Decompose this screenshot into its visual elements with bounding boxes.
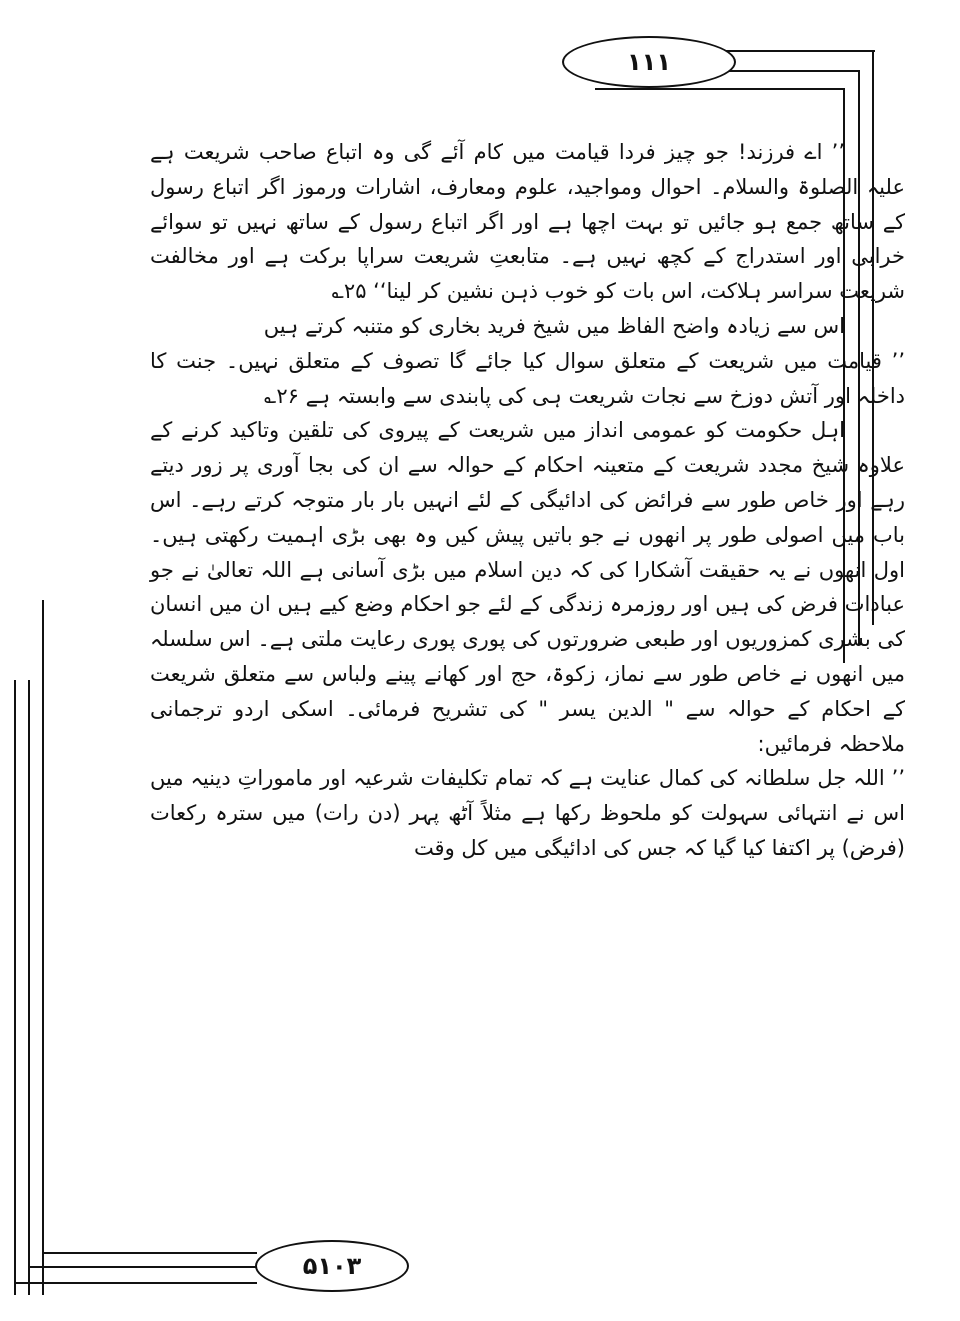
page-number: ۱۱۱: [627, 48, 671, 76]
page-number-badge: [562, 36, 736, 88]
frame-bottom-inner-line: [42, 1252, 257, 1254]
frame-bottom-outer-line: [14, 1282, 257, 1284]
frame-bottom-middle-line: [28, 1266, 257, 1268]
frame-left-inner-line: [42, 600, 44, 1295]
page-code-badge: [255, 1240, 409, 1292]
page-code: ۵۱۰۳: [302, 1252, 362, 1280]
frame-third-top-line: [595, 88, 845, 90]
quote-paragraph-5: ’’ اللہ جل سلطانہ کی کمال عنایت ہے کہ تمام تکلیفات شرعیہ اور ماموراتِ دینیہ میں اس نے انتہائی سہولت کو ملحوظ رکھا ہے مثلاً آٹھ پہر (دن رات) میں سترہ رکعات (فرض) پر اکتفا کیا گیا کہ جس کی ادائیگی میں کل وقت: [150, 766, 905, 860]
frame-left-outer-line: [14, 680, 16, 1295]
quote-paragraph-3: ’’ قیامت میں شریعت کے متعلق سوال کیا جائے گا تصوف کے متعلق نہیں۔ جنت کا داخلہ اور آتش دوزخ سے نجات شریعت ہی کی پابندی سے وابستہ ہے ۲۶؎: [150, 348, 905, 408]
page-body: [150, 135, 905, 866]
body-paragraph-4: اہل حکومت کو عمومی انداز میں شریعت کے پیروی کی تلقین وتاکید کرنے کے علاوہ شیخ مجدد شریعت کے متعینہ احکام کے حوالہ سے ان کی بجا آوری پر زور دیتے رہے اور خاص طور سے فرائض کی ادائیگی کے لئے انہیں بار بار متوجہ کرتے رہے۔ اس باب میں اصولی طور پر انھوں نے جو باتیں پیش کیں وہ بھی بڑی اہمیت رکھتی ہیں۔ اول انھوں نے یہ حقیقت آشکارا کی کہ دین اسلام میں بڑی آسانی ہے اللہ تعالیٰ نے جو عبادات فرض کی ہیں اور روزمرہ زندگی کے لئے جو احکام وضع کیے ہیں ان میں انسان کی بشری کمزوریوں اور طبعی ضرورتوں کی پوری پوری رعایت ملتی ہے۔ اس سلسلہ میں انھوں نے خاص طور سے نماز، زکوۃ، حج اور کھانے پینے ولباس سے متعلق شریعت کے احکام کے حوالہ سے " الدین یسر " کی تشریح فرمائی۔ اسکی اردو ترجمانی ملاحظہ فرمائیں:: [150, 418, 905, 756]
intro-paragraph-2: اس سے زیادہ واضح الفاظ میں شیخ فرید بخاری کو متنبہ کرتے ہیں: [263, 313, 845, 338]
quote-paragraph-1: ’’ اے فرزند! جو چیز فردا قیامت میں کام آئے گی وہ اتباع صاحب شریعت ہے علیہ الصلوۃ والسلام۔ احوال ومواجید، علوم ومعارف، اشارات ورموز اگر اتباع رسول کے ساتھ جمع ہو جائیں تو بہت اچھا ہے اور اگر اتباع رسول کے ساتھ نہیں تو سوائے خرابی اور استدراج کے کچھ نہیں ہے۔ متابعتِ شریعت سراپا برکت ہے اور مخالفت شریعت سراسر ہلاکت، اس بات کو خوب ذہن نشین کر لینا‘‘ ۲۵؎: [150, 140, 905, 304]
frame-left-middle-line: [28, 680, 30, 1295]
